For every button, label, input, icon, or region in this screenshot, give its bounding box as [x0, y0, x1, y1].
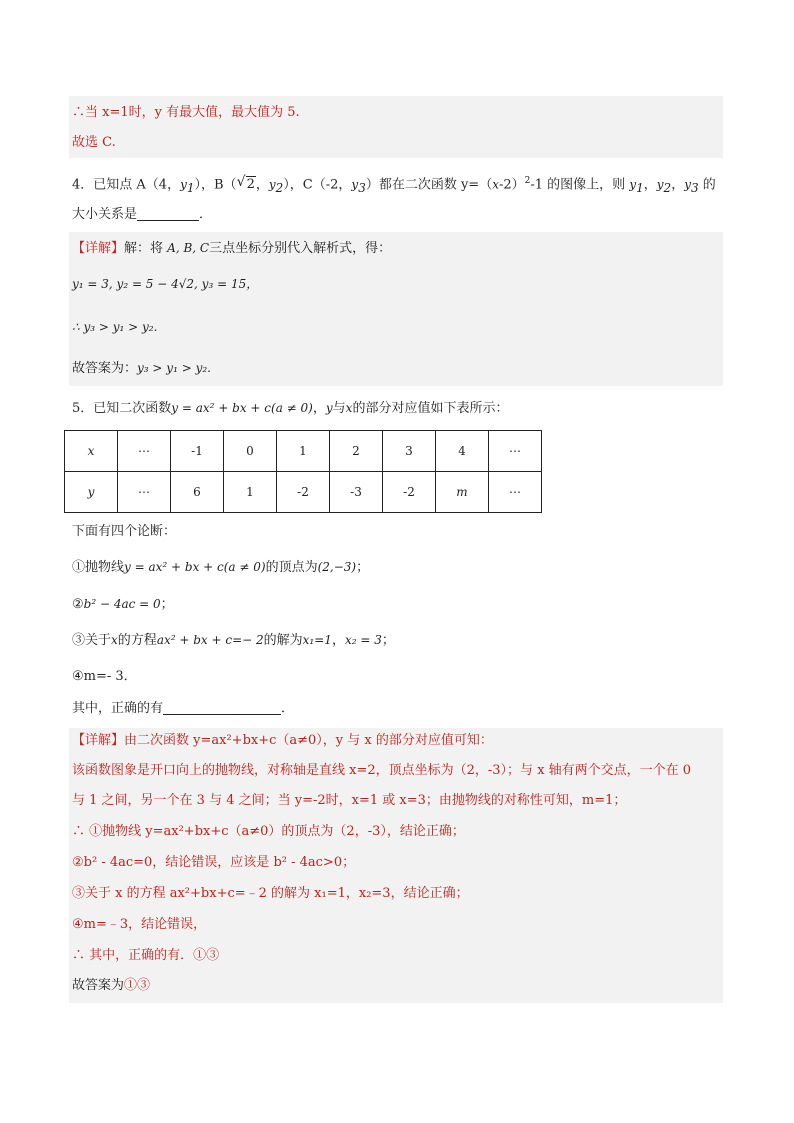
question-4-line-2: 大小关系是 ．	[72, 207, 213, 222]
table-cell: -2	[383, 472, 436, 513]
table-cell: 1	[224, 472, 277, 513]
judgment-3: ③关于x的方程ax² + bx + c=− 2的解为x₁=1，x₂ = 3；	[72, 633, 395, 648]
table-cell: m	[436, 472, 489, 513]
value-table	[64, 430, 542, 513]
detail-tag: 【详解】	[72, 733, 125, 748]
table-row-y	[65, 472, 542, 513]
answer-line: 【详解】解：将 A, B, C三点坐标分别代入解析式，得：	[72, 241, 392, 256]
answer-blank[interactable]	[163, 700, 281, 715]
answer-line: 【详解】由二次函数 y=ax²+bx+c（a≠0），y 与 x 的部分对应值可知：	[72, 733, 493, 748]
judgment-4: ④m=- 3．	[72, 669, 137, 684]
detail-tag: 【详解】	[72, 241, 125, 256]
table-cell: 3	[383, 431, 436, 472]
answer-line: ∴当 x=1时，y 有最大值，最大值为 5.	[72, 105, 300, 120]
answer-final: 故答案为：y₃ > y₁ > y₂.	[72, 361, 211, 376]
table-cell: ⋯	[118, 472, 171, 513]
table-cell: x	[65, 431, 118, 472]
answer-therefore: ∴ y₃ > y₁ > y₂.	[72, 320, 158, 334]
table-row-x	[65, 431, 542, 472]
table-cell: -2	[277, 472, 330, 513]
question-5-question: 其中，正确的有 ．	[72, 701, 295, 716]
sqrt-symbol: √ 2	[236, 174, 255, 193]
table-cell: y	[65, 472, 118, 513]
table-cell: 4	[436, 431, 489, 472]
answer-equation: y₁ = 3, y₂ = 5 − 4√2, y₃ = 15，	[72, 277, 259, 291]
judgments-intro: 下面有四个论断：	[72, 524, 177, 539]
answer-line: 与 1 之间，另一个在 3 与 4 之间；当 y=-2时，x=1 或 x=3；由抛物线的对称性可知，m=1；	[72, 793, 627, 808]
answer-line: 该函数图象是开口向上的抛物线，对称轴是直线 x=2，顶点坐标为（2，-3）；与 x 轴有两个交点，一个在 0	[72, 763, 692, 778]
judgment-1: ①抛物线y = ax² + bx + c(a ≠ 0)的顶点为(2,−3)；	[72, 560, 370, 575]
answer-line: ③关于 x 的方程 ax²+bx+c=﹣2 的解为 x₁=1，x₂=3，结论正确；	[72, 886, 469, 901]
answer-line: ④m=﹣3，结论错误，	[72, 917, 207, 932]
answer-line: ∴ ①抛物线 y=ax²+bx+c（a≠0）的顶点为（2，-3），结论正确；	[72, 824, 465, 839]
table-cell: -3	[330, 472, 383, 513]
answer-line: ②b² - 4ac=0，结论错误，应该是 b² - 4ac>0；	[72, 855, 356, 870]
table-cell: ⋯	[489, 472, 542, 513]
table-cell: ⋯	[489, 431, 542, 472]
table-cell: 0	[224, 431, 277, 472]
answer-line: ∴ 其中，正确的有．①③	[72, 948, 220, 963]
table-cell: 6	[171, 472, 224, 513]
table-cell: -1	[171, 431, 224, 472]
question-4-line-1: 4．已知点 A（4，$y_1$），B（ √ 2，$y_2$），C（-2，$y_3$）都在二次函数 $y=(x-2)^2-1$ 的图像上，则 $y_1$，$y_2$，$y_3$ 的	[72, 174, 716, 195]
answer-blank[interactable]	[137, 206, 199, 221]
answer-final: 故答案为①③	[72, 978, 151, 993]
question-5-intro: 5．已知二次函数y = ax² + bx + c(a ≠ 0)，y与x的部分对应值如下表所示：	[72, 401, 509, 416]
table-cell: 1	[277, 431, 330, 472]
judgment-2: ②b² − 4ac = 0；	[72, 597, 174, 612]
table-cell: ⋯	[118, 431, 171, 472]
answer-line: 故选 C.	[72, 135, 116, 150]
table-cell: 2	[330, 431, 383, 472]
